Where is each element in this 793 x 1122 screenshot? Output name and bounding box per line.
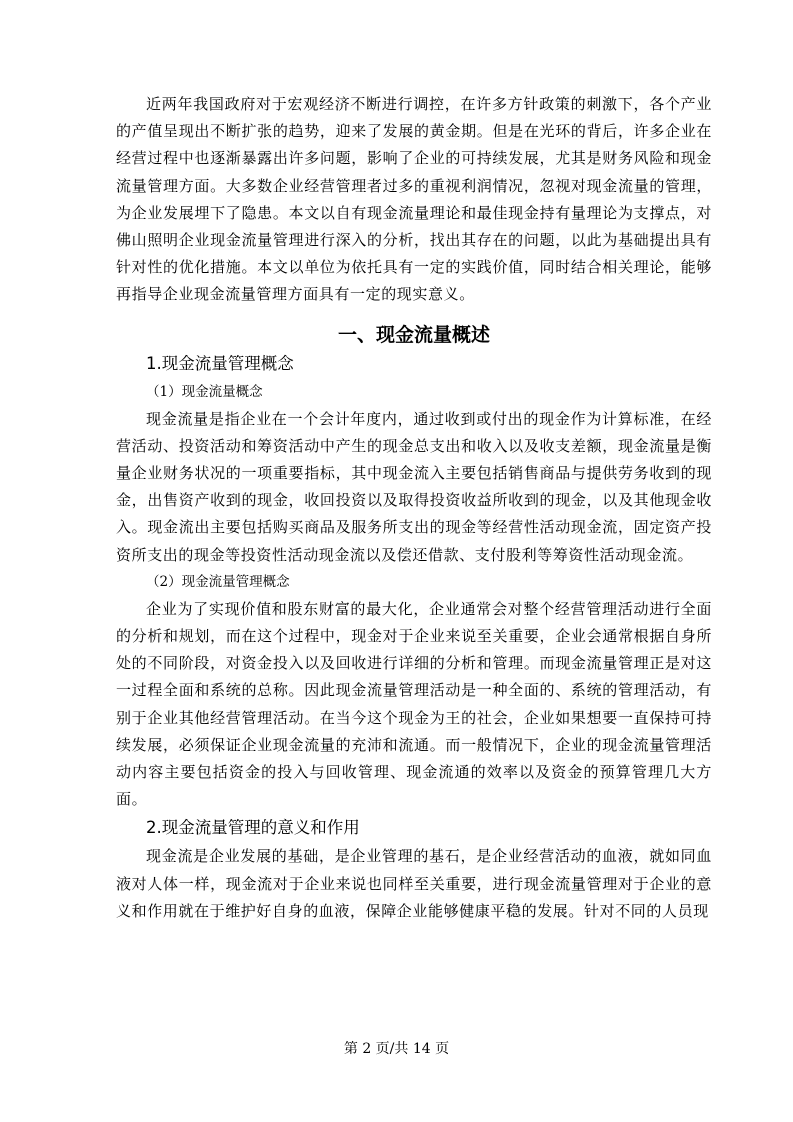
- item-paragraph-2: 企业为了实现价值和股东财富的最大化，企业通常会对整个经营管理活动进行全面的分析和规划，而在这个过程中，现金对于企业来说至关重要，企业会通常根据自身所处的不同阶段，对资金投入以及回收进行详细的分析和管理。而现金流量管理正是对这一过程全面和系统的总称。因此现金流量管理活动是一种全面的、系统的管理活动，有别于企业其他经营管理活动。在当今这个现金为王的社会，企业如果想要一直保持可持续发展，必须保证企业现金流量的充沛和流通。而一般情况下，企业的现金流量管理活动内容主要包括资金的投入与回收管理、现金流通的效率以及资金的预算管理几大方面。: [116, 599, 712, 809]
- subsection-paragraph-2: 现金流是企业发展的基础，是企业管理的基石，是企业经营活动的血液，就如同血液对人体一样，现金流对于企业来说也同样至关重要，进行现金流量管理对于企业的意义和作用就在于维护好自身的血液，保障企业能够健康平稳的发展。针对不同的人员现: [116, 847, 712, 920]
- intro-paragraph: 近两年我国政府对于宏观经济不断进行调控，在许多方针政策的刺激下，各个产业的产值呈现出不断扩张的趋势，迎来了发展的黄金期。但是在光环的背后，许多企业在经营过程中也逐渐暴露出许多问题，影响了企业的可持续发展，尤其是财务风险和现金流量管理方面。大多数企业经营管理者过多的重视利润情况，忽视对现金流量的管理，为企业发展埋下了隐患。本文以自有现金流量理论和最佳现金持有量理论为支撑点，对佛山照明企业现金流量管理进行深入的分析，找出其存在的问题，以此为基础提出具有针对性的优化措施。本文以单位为依托具有一定的实践价值，同时结合相关理论，能够再指导企业现金流量管理方面具有一定的现实意义。: [116, 95, 712, 304]
- item-heading-2: （2）现金流量管理概念: [146, 573, 290, 590]
- subsection-heading-1: 1.现金流量管理概念: [146, 353, 294, 373]
- subsection-heading-2: 2.现金流量管理的意义和作用: [146, 818, 360, 838]
- item-paragraph-1: 现金流量是指企业在一个会计年度内，通过收到或付出的现金作为计算标准，在经营活动、投资活动和筹资活动中产生的现金总支出和收入以及收支差额，现金流量是衡量企业财务状况的一项重要指标，其中现金流入主要包括销售商品与提供劳务收到的现金，出售资产收到的现金，收回投资以及取得投资收益所收到的现金，以及其他现金收入。现金流出主要包括购买商品及服务所支出的现金等经营性活动现金流，固定资产投资所支出的现金等投资性活动现金流以及偿还借款、支付股利等筹资性活动现金流。: [116, 409, 712, 564]
- page-content: [116, 91, 712, 925]
- item-heading-1: （1）现金流量概念: [146, 383, 263, 400]
- section-heading: 一、现金流量概述: [337, 323, 490, 346]
- page-number-footer: 第 2 页/共 14 页: [343, 1041, 450, 1057]
